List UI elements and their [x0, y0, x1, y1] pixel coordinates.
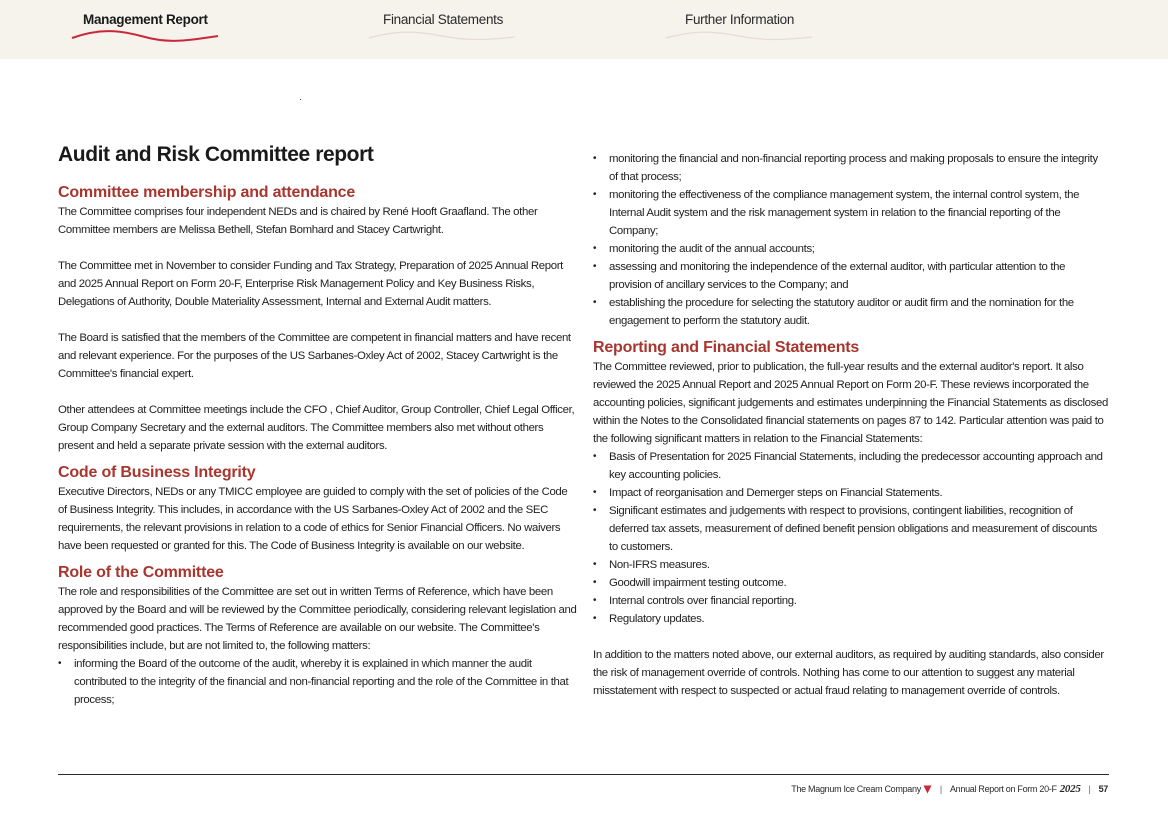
footer-separator: |	[939, 784, 942, 794]
section-heading-integrity: Code of Business Integrity	[58, 464, 256, 481]
page-title: Audit and Risk Committee report	[58, 143, 374, 166]
top-navigation	[0, 0, 1168, 59]
page-number: 57	[1098, 784, 1108, 794]
active-tab-underline	[70, 28, 220, 44]
tab-financial-statements[interactable]: Financial Statements	[383, 12, 504, 27]
list-item: • monitoring the audit of the annual accounts;	[593, 240, 1108, 258]
list-item: • Basis of Presentation for 2025 Financial Statements, including the predecessor accounting approach and key accounting policies.	[593, 448, 1108, 484]
paragraph: The role and responsibilities of the Committee are set out in written Terms of Reference, which have been approved by the Board and will be reviewed by the Committee periodically, considering relevant legislation and recommended good practices. The Terms of Reference are available on our website. The Committee's responsibilities include, but are not limited to, the following matters:	[58, 586, 577, 652]
paragraph: In addition to the matters noted above, our external auditors, as required by auditing standards, also consider the risk of management override of controls. Nothing has come to our attention to suggest any material misstatement with respect to suspected or actual fraud relating to management override of controls.	[593, 649, 1104, 697]
paragraph: Executive Directors, NEDs or any TMICC employee are guided to comply with the set of policies of the Code of Business Integrity. This includes, in accordance with the US Sarbanes-Oxley Act of 2002 and the SEC requirements, the relevant provisions in relation to a code of ethics for Senior Financial Officers. No waivers have been requested or granted for this. The Code of Business Integrity is available on our website.	[58, 486, 568, 552]
section-heading-role: Role of the Committee	[58, 564, 224, 581]
list-item: • monitoring the effectiveness of the compliance management system, the internal control system, the Internal Audit system and the risk management system in relation to the financial reporting of the Company;	[593, 186, 1108, 240]
list-item: • Significant estimates and judgements with respect to provisions, contingent liabilities, recognition of deferred tax assets, measurement of defined benefit pension obligations and measurement of discounts to customers.	[593, 502, 1108, 556]
paragraph: The Committee met in November to consider Funding and Tax Strategy, Preparation of 2025 Annual Report and 2025 Annual Report on Form 20-F, Enterprise Risk Management Policy and Key Business Risks, Delegations of Authority, Double Materiality Assessment, Internal and External Audit matters.	[58, 260, 563, 308]
bullet-list	[58, 655, 578, 709]
paragraph: Other attendees at Committee meetings include the CFO , Chief Auditor, Group Controller, Chief Legal Officer, Group Company Secretary and the external auditors. The Committee members also met without others present and held a separate private session with the external auditors.	[58, 404, 575, 452]
list-item: • establishing the procedure for selecting the statutory auditor or audit firm and the nomination for the engagement to perform the statutory audit.	[593, 294, 1108, 330]
paragraph: The Committee comprises four independent NEDs and is chaired by René Hooft Graafland. The other Committee members are Melissa Bethell, Stefan Bomhard and Stacey Cartwright.	[58, 206, 538, 236]
stray-dot	[300, 99, 301, 100]
bullet-list	[593, 448, 1108, 628]
list-item: • Internal controls over financial reporting.	[593, 592, 1108, 610]
paragraph: The Board is satisfied that the members of the Committee are competent in financial matters and have recent and relevant experience. For the purposes of the US Sarbanes-Oxley Act of 2002, Stacey Cartwright is the Committee's financial expert.	[58, 332, 571, 380]
footer-divider	[58, 774, 1109, 775]
list-item: • monitoring the financial and non-financial reporting process and making proposals to ensure the integrity of that process;	[593, 150, 1108, 186]
list-item: • Goodwill impairment testing outcome.	[593, 574, 1108, 592]
page-footer	[791, 783, 1108, 795]
footer-separator: |	[1088, 784, 1091, 794]
tab-management-report[interactable]: Management Report	[83, 12, 208, 27]
left-column	[58, 140, 578, 709]
list-item: • Regulatory updates.	[593, 610, 1108, 628]
footer-report-title: Annual Report on Form 20-F	[949, 784, 1057, 794]
footer-company: The Magnum Ice Cream Company	[791, 784, 921, 794]
section-heading-reporting: Reporting and Financial Statements	[593, 339, 860, 356]
tab-further-information[interactable]: Further Information	[685, 12, 795, 27]
list-item: • informing the Board of the outcome of the audit, whereby it is explained in which manner the audit contributed to the integrity of the financial and non-financial reporting and the role of the Committee in that process;	[58, 655, 578, 709]
section-heading-membership: Committee membership and attendance	[58, 184, 356, 201]
tab-underline-inactive	[367, 28, 517, 44]
paragraph: The Committee reviewed, prior to publication, the full-year results and the external auditor's report. It also reviewed the 2025 Annual Report and 2025 Annual Report on Form 20-F. These reviews incorporated the accounting policies, significant judgements and estimates underpinning the Financial Statements as disclosed within the Notes to the Consolidated financial statements on pages 87 to 142. Particular attention was paid to the following significant matters in relation to the Financial Statements:	[593, 361, 1108, 445]
list-item: • Non-IFRS measures.	[593, 556, 1108, 574]
footer-year: 2025	[1059, 783, 1081, 795]
bullet-list	[593, 150, 1108, 330]
list-item: • assessing and monitoring the independence of the external auditor, with particular attention to the provision of ancillary services to the Company; and	[593, 258, 1108, 294]
brand-heart-icon	[923, 784, 932, 794]
tab-underline-inactive	[664, 28, 814, 44]
list-item: • Impact of reorganisation and Demerger steps on Financial Statements.	[593, 484, 1108, 502]
right-column	[593, 150, 1108, 700]
